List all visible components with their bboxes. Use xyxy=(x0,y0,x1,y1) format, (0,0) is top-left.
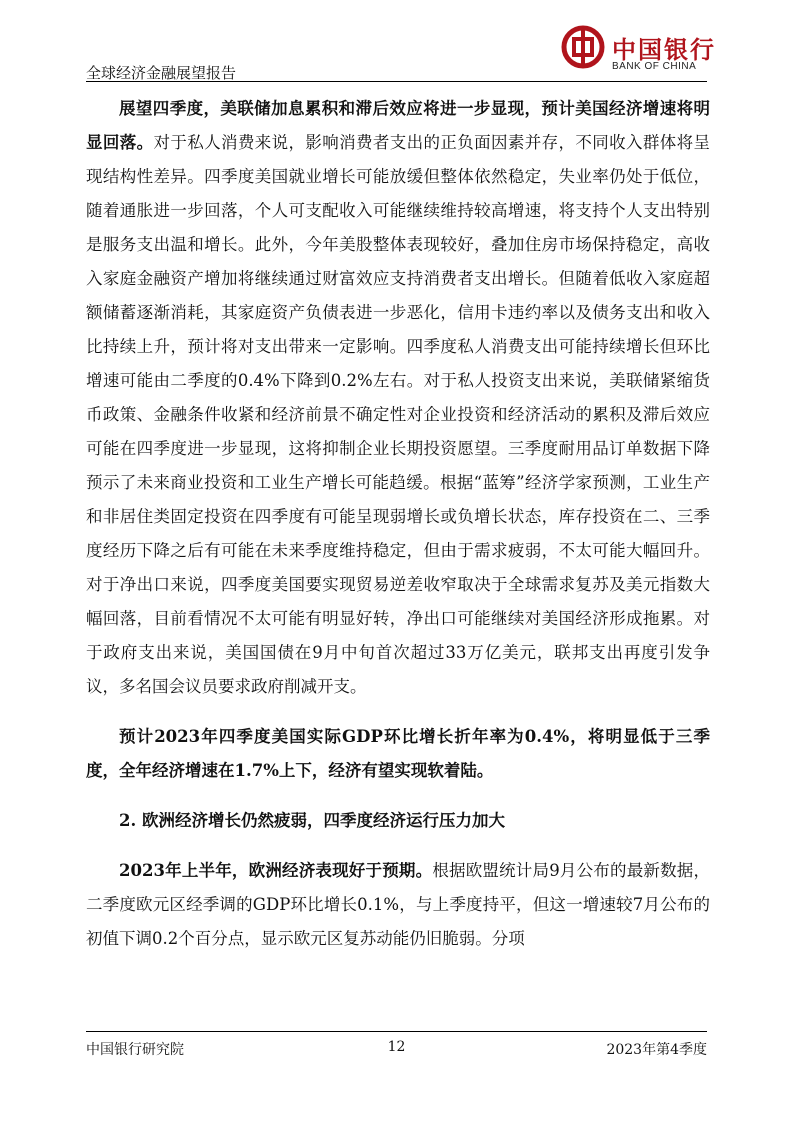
section-heading-europe xyxy=(86,804,710,838)
paragraph-us-q4-outlook xyxy=(86,92,710,704)
footer-institute: 中国银行研究院 xyxy=(86,1042,184,1058)
paragraph-lead: 2023年上半年，欧洲经济表现好于预期。 xyxy=(119,861,433,880)
logo-chinese-text: 中国银行 xyxy=(612,35,716,64)
paragraph-text: 对于私人消费来说，影响消费者支出的正负面因素并存，不同收入群体将呈现结构性差异。四季度美国就业增长可能放缓但整体依然稳定，失业率仍处于低位，随着通胀进一步回落，个人可支配收入可能继续维持较高增速，将支持个人支出特别是服务支出温和增长。此外，今年美股整体表现较好，叠加住房市场保持稳定，高收入家庭金融资产增加将继续通过财富效应支持消费者支出增长。但随着低收入家庭超额储蓄逐渐消耗，其家庭资产负债表进一步恶化，信用卡违约率以及债务支出和收入比持续上升，预计将对支出带来一定影响。四季度私人消费支出可能持续增长但环比增速可能由二季度的0.4%下降到0.2%左右。对于私人投资支出来说，美联储紧缩货币政策、金融条件收紧和经济前景不确定性对企业投资和经济活动的累积及滞后效应可能在四季度进一步显现，这将抑制企业长期投资愿望。三季度耐用品订单数据下降预示了未来商业投资和工业生产增长可能趋缓。根据“蓝筹”经济学家预测，工业生产和非居住类固定投资在四季度有可能呈现弱增长或负增长状态，库存投资在二、三季度经历下降之后有可能在未来季度维持稳定，但由于需求疲弱，不太可能大幅回升。对于净出口来说，四季度美国要实现贸易逆差收窄取决于全球需求复苏及美元指数大幅回落，目前看情况不太可能有明显好转，净出口可能继续对美国经济形成拖累。对于政府支出来说，美国国债在9月中旬首次超过33万亿美元，联邦支出再度引发争议，多名国会议员要求政府削减开支。 xyxy=(86,133,710,696)
section-heading-text: 2. 欧洲经济增长仍然疲弱，四季度经济运行压力加大 xyxy=(119,811,505,830)
paragraph-europe-h1 xyxy=(86,854,710,956)
paragraph-lead: 展望四季度，美联储加息累积和滞后效应将进一步显现，预计美国经济增速将明显回落。 xyxy=(86,99,710,152)
report-body xyxy=(86,92,710,956)
paragraph-text: 根据欧盟统计局9月公布的最新数据，二季度欧元区经季调的GDP环比增长0.1%，与上季度持平，但这一增速较7月公布的初值下调0.2个百分点，显示欧元区复苏动能仍旧脆弱。分项 xyxy=(86,861,710,948)
report-title: 全球经济金融展望报告 xyxy=(86,64,237,82)
paragraph-lead: 预计2023年四季度美国实际GDP环比增长折年率为0.4%，将明显低于三季度，全年经济增速在1.7%上下，经济有望实现软着陆。 xyxy=(86,727,710,780)
page-number: 12 xyxy=(387,1039,406,1055)
footer-divider xyxy=(86,1031,707,1032)
header-divider xyxy=(86,81,707,82)
paragraph-us-gdp-forecast xyxy=(86,720,710,788)
footer-period: 2023年第4季度 xyxy=(606,1042,707,1058)
boc-emblem-icon xyxy=(560,24,606,70)
logo-english-text: BANK OF CHINA xyxy=(612,61,697,72)
bank-of-china-logo xyxy=(560,24,715,80)
